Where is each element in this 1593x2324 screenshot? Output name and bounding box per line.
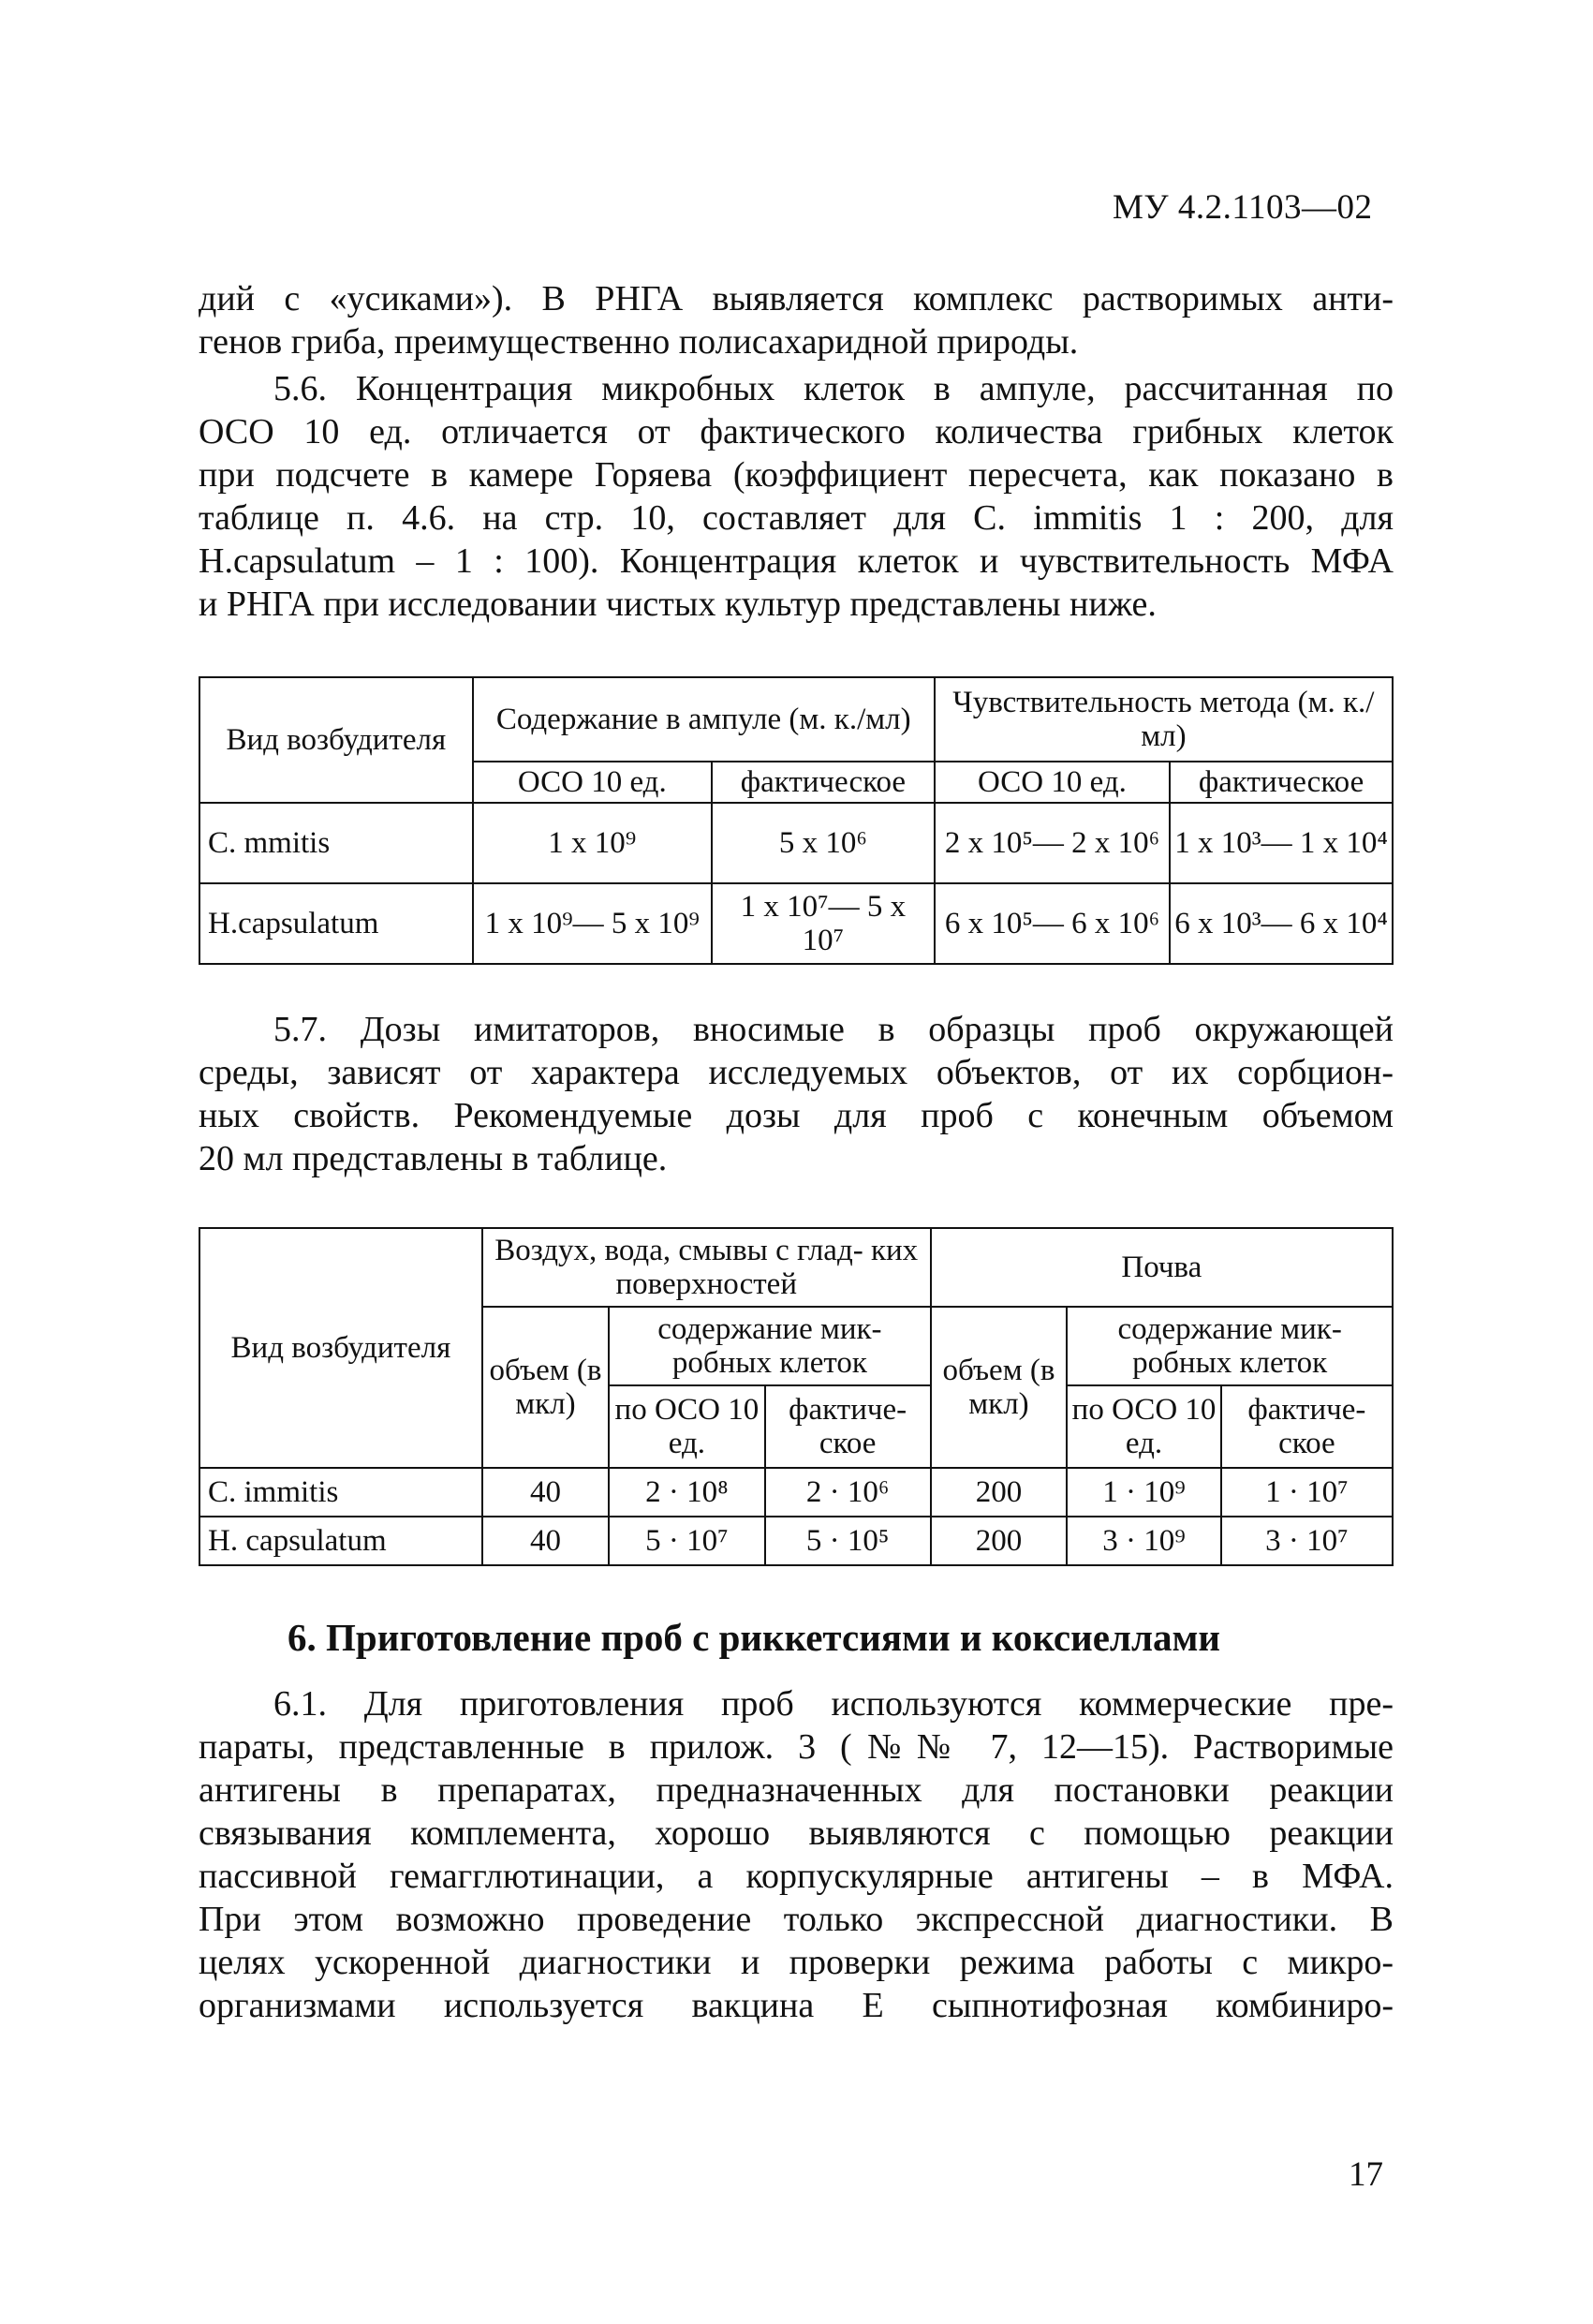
cell-value: 1 x 10⁷— 5 x 10⁷ (712, 883, 935, 964)
concentration-table (199, 676, 1394, 965)
header-oso: по ОСО 10 ед. (609, 1385, 765, 1468)
text-line: связывания комплемента, хорошо выявляются с помощью реакции (199, 1813, 1394, 1853)
text-line: 5.6. Концентрация микробных клеток в ампуле, рассчитанная по (273, 369, 1394, 408)
header-fact: фактиче- ское (765, 1385, 931, 1468)
header-content: Содержание в ампуле (м. к./мл) (473, 677, 935, 762)
text-line: H.capsulatum – 1 : 100). Концентрация клеток и чувствительность МФА (199, 541, 1394, 581)
paragraph-continuation (199, 277, 1394, 363)
header-oso: ОСО 10 ед. (935, 762, 1170, 803)
cell-value: 5 · 10⁷ (609, 1517, 765, 1565)
header-fact: фактическое (712, 762, 935, 803)
page-number: 17 (1349, 2155, 1383, 2194)
cell-value: 2 · 10⁶ (765, 1468, 931, 1517)
cell-value: 2 · 10⁸ (609, 1468, 765, 1517)
paragraph-6-1 (199, 1682, 1394, 2027)
cell-value: 40 (482, 1468, 609, 1517)
cell-value: 2 x 10⁵— 2 x 10⁶ (935, 803, 1170, 883)
section-heading: 6. Приготовление проб с риккетсиями и коксиеллами (288, 1616, 1220, 1659)
header-soil: Почва (931, 1228, 1393, 1307)
table-row (199, 1468, 1393, 1517)
text-line: и РНГА при исследовании чистых культур представлены ниже. (199, 585, 1157, 624)
header-content: содержание мик- робных клеток (1067, 1307, 1393, 1385)
table-row (199, 883, 1393, 964)
document-code: МУ 4.2.1103—02 (1113, 188, 1373, 227)
text-line: 20 мл представлены в таблице. (199, 1139, 668, 1178)
header-volume: объем (в мкл) (482, 1307, 609, 1468)
text-line: генов гриба, преимущественно полисахаридной природы. (199, 322, 1079, 362)
cell-value: 40 (482, 1517, 609, 1565)
header-volume: объем (в мкл) (931, 1307, 1068, 1468)
header-oso: ОСО 10 ед. (473, 762, 712, 803)
paragraph-5-7 (199, 1008, 1394, 1180)
header-species: Вид возбудителя (199, 677, 473, 803)
text-line: ных свойств. Рекомендуемые дозы для проб с конечным объемом (199, 1096, 1394, 1135)
cell-value: 1 x 10⁹— 5 x 10⁹ (473, 883, 712, 964)
header-species: Вид возбудителя (199, 1228, 482, 1468)
cell-value: 6 x 10⁵— 6 x 10⁶ (935, 883, 1170, 964)
header-sensitivity: Чувствительность метода (м. к./мл) (935, 677, 1393, 762)
text-line: целях ускоренной диагностики и проверки режима работы с микро- (199, 1943, 1394, 1982)
cell-value: 3 · 10⁷ (1221, 1517, 1393, 1565)
cell-value: 5 x 10⁶ (712, 803, 935, 883)
cell-value: 200 (931, 1468, 1068, 1517)
table-row (199, 1517, 1393, 1565)
cell-species: H. capsulatum (199, 1517, 482, 1565)
cell-value: 1 · 10⁹ (1067, 1468, 1220, 1517)
cell-value: 1 x 10⁹ (473, 803, 712, 883)
text-line: таблице п. 4.6. на стр. 10, составляет для C. immitis 1 : 200, для (199, 498, 1394, 538)
cell-species: H.capsulatum (199, 883, 473, 964)
cell-species: C. mmitis (199, 803, 473, 883)
dose-table (199, 1227, 1394, 1566)
table-row (199, 803, 1393, 883)
cell-value: 1 · 10⁷ (1221, 1468, 1393, 1517)
cell-value: 5 · 10⁵ (765, 1517, 931, 1565)
text-line: параты, представленные в прилож. 3 (№№ 7, 12—15). Растворимые (199, 1727, 1394, 1767)
text-line: при подсчете в камере Горяева (коэффициент пересчета, как показано в (199, 455, 1394, 495)
text-line: организмами используется вакцина Е сыпнотифозная комбиниро- (199, 1986, 1394, 2025)
text-line: дий с «усиками»). В РНГА выявляется комплекс растворимых анти- (199, 279, 1394, 318)
header-oso: по ОСО 10 ед. (1067, 1385, 1220, 1468)
header-fact: фактиче- ское (1221, 1385, 1393, 1468)
text-line: антигены в препаратах, предназначенных для постановки реакции (199, 1770, 1394, 1810)
text-line: При этом возможно проведение только экспрессной диагностики. В (199, 1900, 1394, 1939)
text-line: 5.7. Дозы имитаторов, вносимые в образцы проб окружающей (273, 1010, 1394, 1049)
text-line: пассивной гемагглютинации, а корпускулярные антигены – в МФА. (199, 1857, 1394, 1896)
cell-species: C. immitis (199, 1468, 482, 1517)
header-content: содержание мик- робных клеток (609, 1307, 930, 1385)
header-air-water: Воздух, вода, смывы с глад- ких поверхностей (482, 1228, 931, 1307)
text-line: 6.1. Для приготовления проб используются коммерческие пре- (273, 1684, 1394, 1724)
text-line: ОСО 10 ед. отличается от фактического количества грибных клеток (199, 412, 1394, 451)
header-fact: фактическое (1170, 762, 1393, 803)
cell-value: 3 · 10⁹ (1067, 1517, 1220, 1565)
cell-value: 6 x 10³— 6 x 10⁴ (1170, 883, 1393, 964)
cell-value: 200 (931, 1517, 1068, 1565)
paragraph-5-6 (199, 367, 1394, 626)
text-line: среды, зависят от характера исследуемых объектов, от их сорбцион- (199, 1053, 1394, 1092)
cell-value: 1 x 10³— 1 x 10⁴ (1170, 803, 1393, 883)
